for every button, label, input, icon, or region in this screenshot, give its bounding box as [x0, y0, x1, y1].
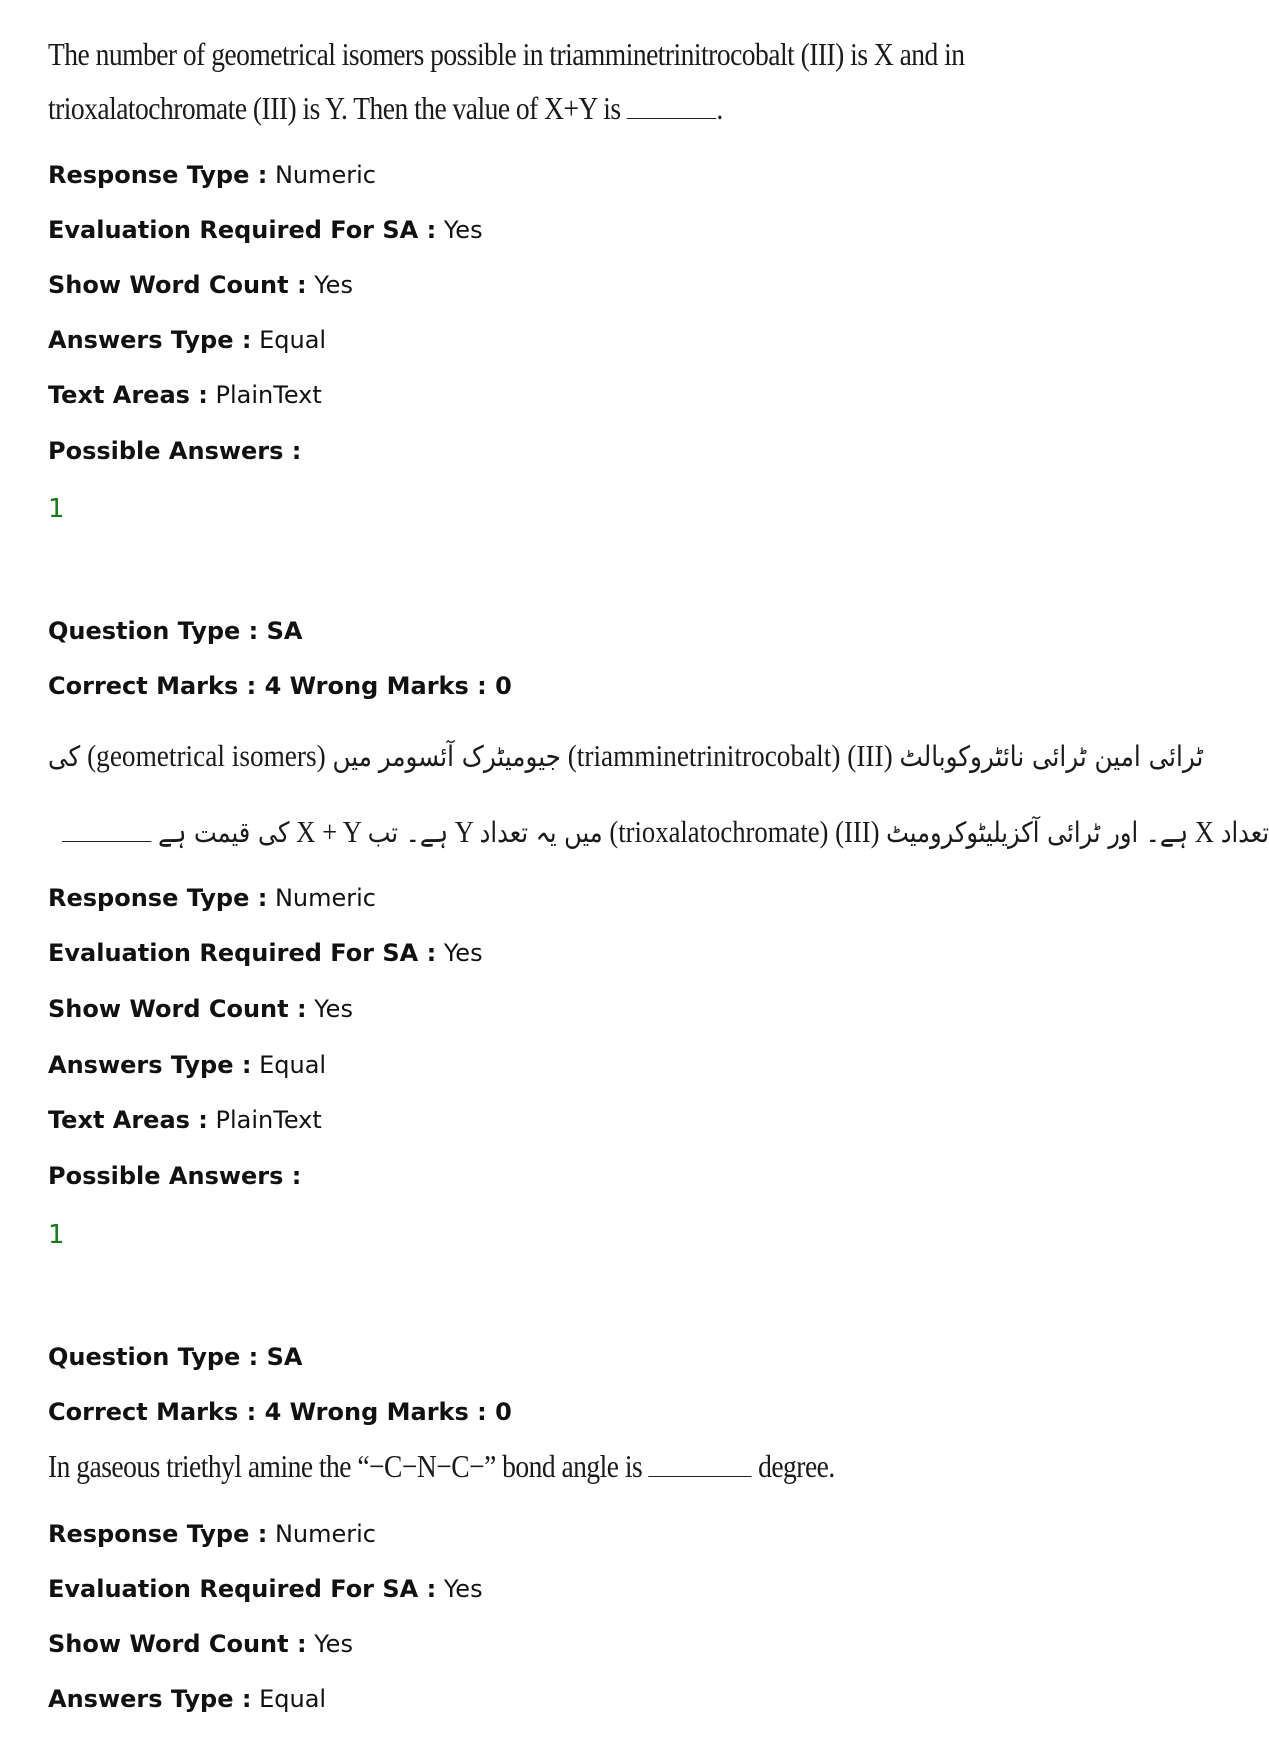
- english-term: (triamminetrinitrocobalt) (III): [567, 738, 893, 773]
- math-term: X + Y: [296, 814, 362, 849]
- answers-type-field: [48, 326, 326, 354]
- field-value: Numeric: [274, 884, 376, 912]
- urdu-text: تعداد: [1220, 816, 1269, 849]
- question-type: Question Type : SA: [48, 617, 303, 645]
- answer-blank: [62, 817, 151, 842]
- field-value: PlainText: [215, 381, 322, 409]
- show-word-count-field: [48, 1630, 353, 1658]
- response-type-field: [48, 161, 376, 189]
- question-3-text-main: In gaseous triethyl amine the “−C−N−C−” bond angle is: [48, 1448, 643, 1484]
- answers-type-field: [48, 1051, 326, 1079]
- marks-line: Correct Marks : 4 Wrong Marks : 0: [48, 672, 512, 700]
- english-term: (geometrical isomers): [87, 738, 326, 773]
- urdu-text: میں یہ تعداد: [479, 816, 603, 849]
- field-value: Equal: [259, 326, 327, 354]
- question-2-urdu-line-2: [62, 814, 1269, 850]
- field-value: Yes: [443, 939, 483, 967]
- field-value: Equal: [259, 1051, 327, 1079]
- field-label: Possible Answers :: [48, 437, 302, 465]
- question-1-text-line-1: The number of geometrical isomers possible in triamminetrinitrocobalt (III) is X and in: [48, 36, 965, 72]
- answer-blank: [627, 94, 716, 119]
- field-label: Response Type :: [48, 161, 268, 189]
- field-label: Show Word Count :: [48, 1630, 307, 1658]
- field-label: Evaluation Required For SA :: [48, 939, 437, 967]
- answer-blank: [649, 1452, 752, 1477]
- urdu-text: کی: [48, 740, 81, 773]
- question-3-text: [48, 1448, 835, 1485]
- urdu-text: جیومیٹرک آئسومر: [378, 740, 561, 773]
- evaluation-required-field: [48, 1575, 483, 1603]
- urdu-text: میں: [332, 740, 372, 773]
- field-value: Yes: [314, 271, 353, 299]
- math-term: Y: [454, 814, 474, 849]
- urdu-text: کی قیمت ہے: [158, 816, 290, 849]
- field-label: Show Word Count :: [48, 271, 307, 299]
- marks-line: Correct Marks : 4 Wrong Marks : 0: [48, 1398, 512, 1426]
- question-2-urdu-line-1: [48, 738, 1203, 774]
- show-word-count-field: [48, 995, 353, 1023]
- possible-answers-field: [48, 437, 301, 465]
- field-value: Yes: [314, 1630, 353, 1658]
- field-value: Numeric: [274, 161, 376, 189]
- possible-answer-value: 1: [48, 494, 65, 524]
- field-label: Response Type :: [48, 1520, 268, 1548]
- field-label: Answers Type :: [48, 1685, 252, 1713]
- evaluation-required-field: [48, 939, 483, 967]
- field-label: Evaluation Required For SA :: [48, 216, 437, 244]
- field-value: Yes: [443, 1575, 483, 1603]
- field-value: Equal: [259, 1685, 327, 1713]
- question-type: Question Type : SA: [48, 1343, 303, 1371]
- field-label: Text Areas :: [48, 381, 208, 409]
- question-1-text-line-2-main: trioxalatochromate (III) is Y. Then the value of X+Y is: [48, 90, 621, 126]
- field-label: Answers Type :: [48, 1051, 252, 1079]
- math-term: X: [1194, 814, 1215, 849]
- urdu-text: ٹرائی امین ٹرائی نائٹروکوبالٹ: [899, 740, 1204, 773]
- field-label: Evaluation Required For SA :: [48, 1575, 437, 1603]
- field-value: Yes: [443, 216, 483, 244]
- field-value: Yes: [314, 995, 353, 1023]
- urdu-text: ہے۔ تب: [367, 816, 449, 849]
- field-label: Text Areas :: [48, 1106, 208, 1134]
- response-type-field: [48, 1520, 376, 1548]
- field-label: Answers Type :: [48, 326, 252, 354]
- field-label: Response Type :: [48, 884, 268, 912]
- text-areas-field: [48, 1106, 322, 1134]
- possible-answers-field: [48, 1162, 301, 1190]
- question-1-text-line-2-end: .: [716, 90, 723, 126]
- question-3-text-end: degree.: [758, 1448, 835, 1484]
- possible-answer-value: 1: [48, 1220, 65, 1250]
- text-areas-field: [48, 381, 322, 409]
- field-label: Possible Answers :: [48, 1162, 302, 1190]
- english-term: (trioxalatochromate) (III): [609, 814, 880, 849]
- question-1-text-line-2: [48, 90, 723, 127]
- field-value: Numeric: [274, 1520, 376, 1548]
- field-value: PlainText: [215, 1106, 322, 1134]
- response-type-field: [48, 884, 376, 912]
- urdu-text: ہے۔ اور ٹرائی آکزیلیٹوکرومیٹ: [886, 816, 1189, 849]
- field-label: Show Word Count :: [48, 995, 307, 1023]
- show-word-count-field: [48, 271, 353, 299]
- evaluation-required-field: [48, 216, 483, 244]
- answers-type-field: [48, 1685, 326, 1713]
